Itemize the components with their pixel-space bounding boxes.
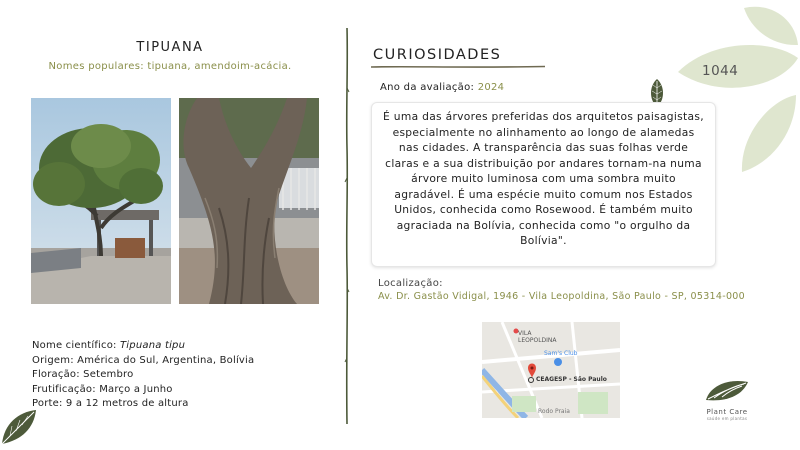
curiosities-title: CURIOSIDADES [373,47,502,63]
column-divider [343,28,351,424]
record-number: 1044 [702,63,739,79]
map-label-sams-club: Sam's Club [544,350,578,357]
brand-leaf-icon [704,378,750,402]
location-address: Av. Dr. Gastão Vidigal, 1946 - Vila Leopoldina, São Paulo - SP, 05314-000 [378,291,745,302]
scientific-name [32,339,254,354]
size: Porte: 9 a 12 metros de altura [32,398,189,409]
evaluation-year [380,82,504,93]
origin: Origem: América do Sul, Argentina, Bolívia [32,354,255,366]
tree-name-title: TIPUANA [136,40,204,55]
title-underline [371,65,545,69]
brand-tagline: saúde em plantas [706,416,748,421]
map-label-ceagesp: CEAGESP - São Paulo [536,376,607,383]
map-label-leopoldina: LEOPOLDINA [518,337,557,344]
trunk-photo [179,98,319,304]
flowering: Floração: Setembro [32,369,134,380]
tree-photo [31,98,171,304]
brand-name: Plant Care [706,408,748,416]
location-map[interactable] [482,322,620,418]
fruiting: Frutificação: Março a Junho [32,383,173,395]
leaf-icon [0,406,40,446]
tree-info [32,339,254,412]
year-label: Ano da avaliação: [380,82,478,93]
location-label: Localização: [378,278,443,289]
brand-logo [692,378,762,421]
curiosities-text: É uma das árvores preferidas dos arquitetos paisagistas, especialmente no alinhamento ao longo de alamedas nas cidades. A transparência das suas folhas verde claras e a sua distribuição por andares tornam-na numa árvore muito luminosa com uma sombra muito agradável. É uma espécie muito comum nos Estados Unidos, conhecida como Rosewood. É também muito agraciada na Bolívia, conhecida como "o orgulho da Bolívia". [371,102,716,267]
popular-names: Nomes populares: tipuana, amendoim-acácia. [48,61,292,72]
map-label-vila: VILA [518,330,532,337]
map-label-road: Rodo Praia [538,408,570,415]
scientific-name-label: Nome científico: [32,340,120,351]
scientific-name-value: Tipuana tipu [120,340,186,351]
year-value: 2024 [477,82,505,93]
